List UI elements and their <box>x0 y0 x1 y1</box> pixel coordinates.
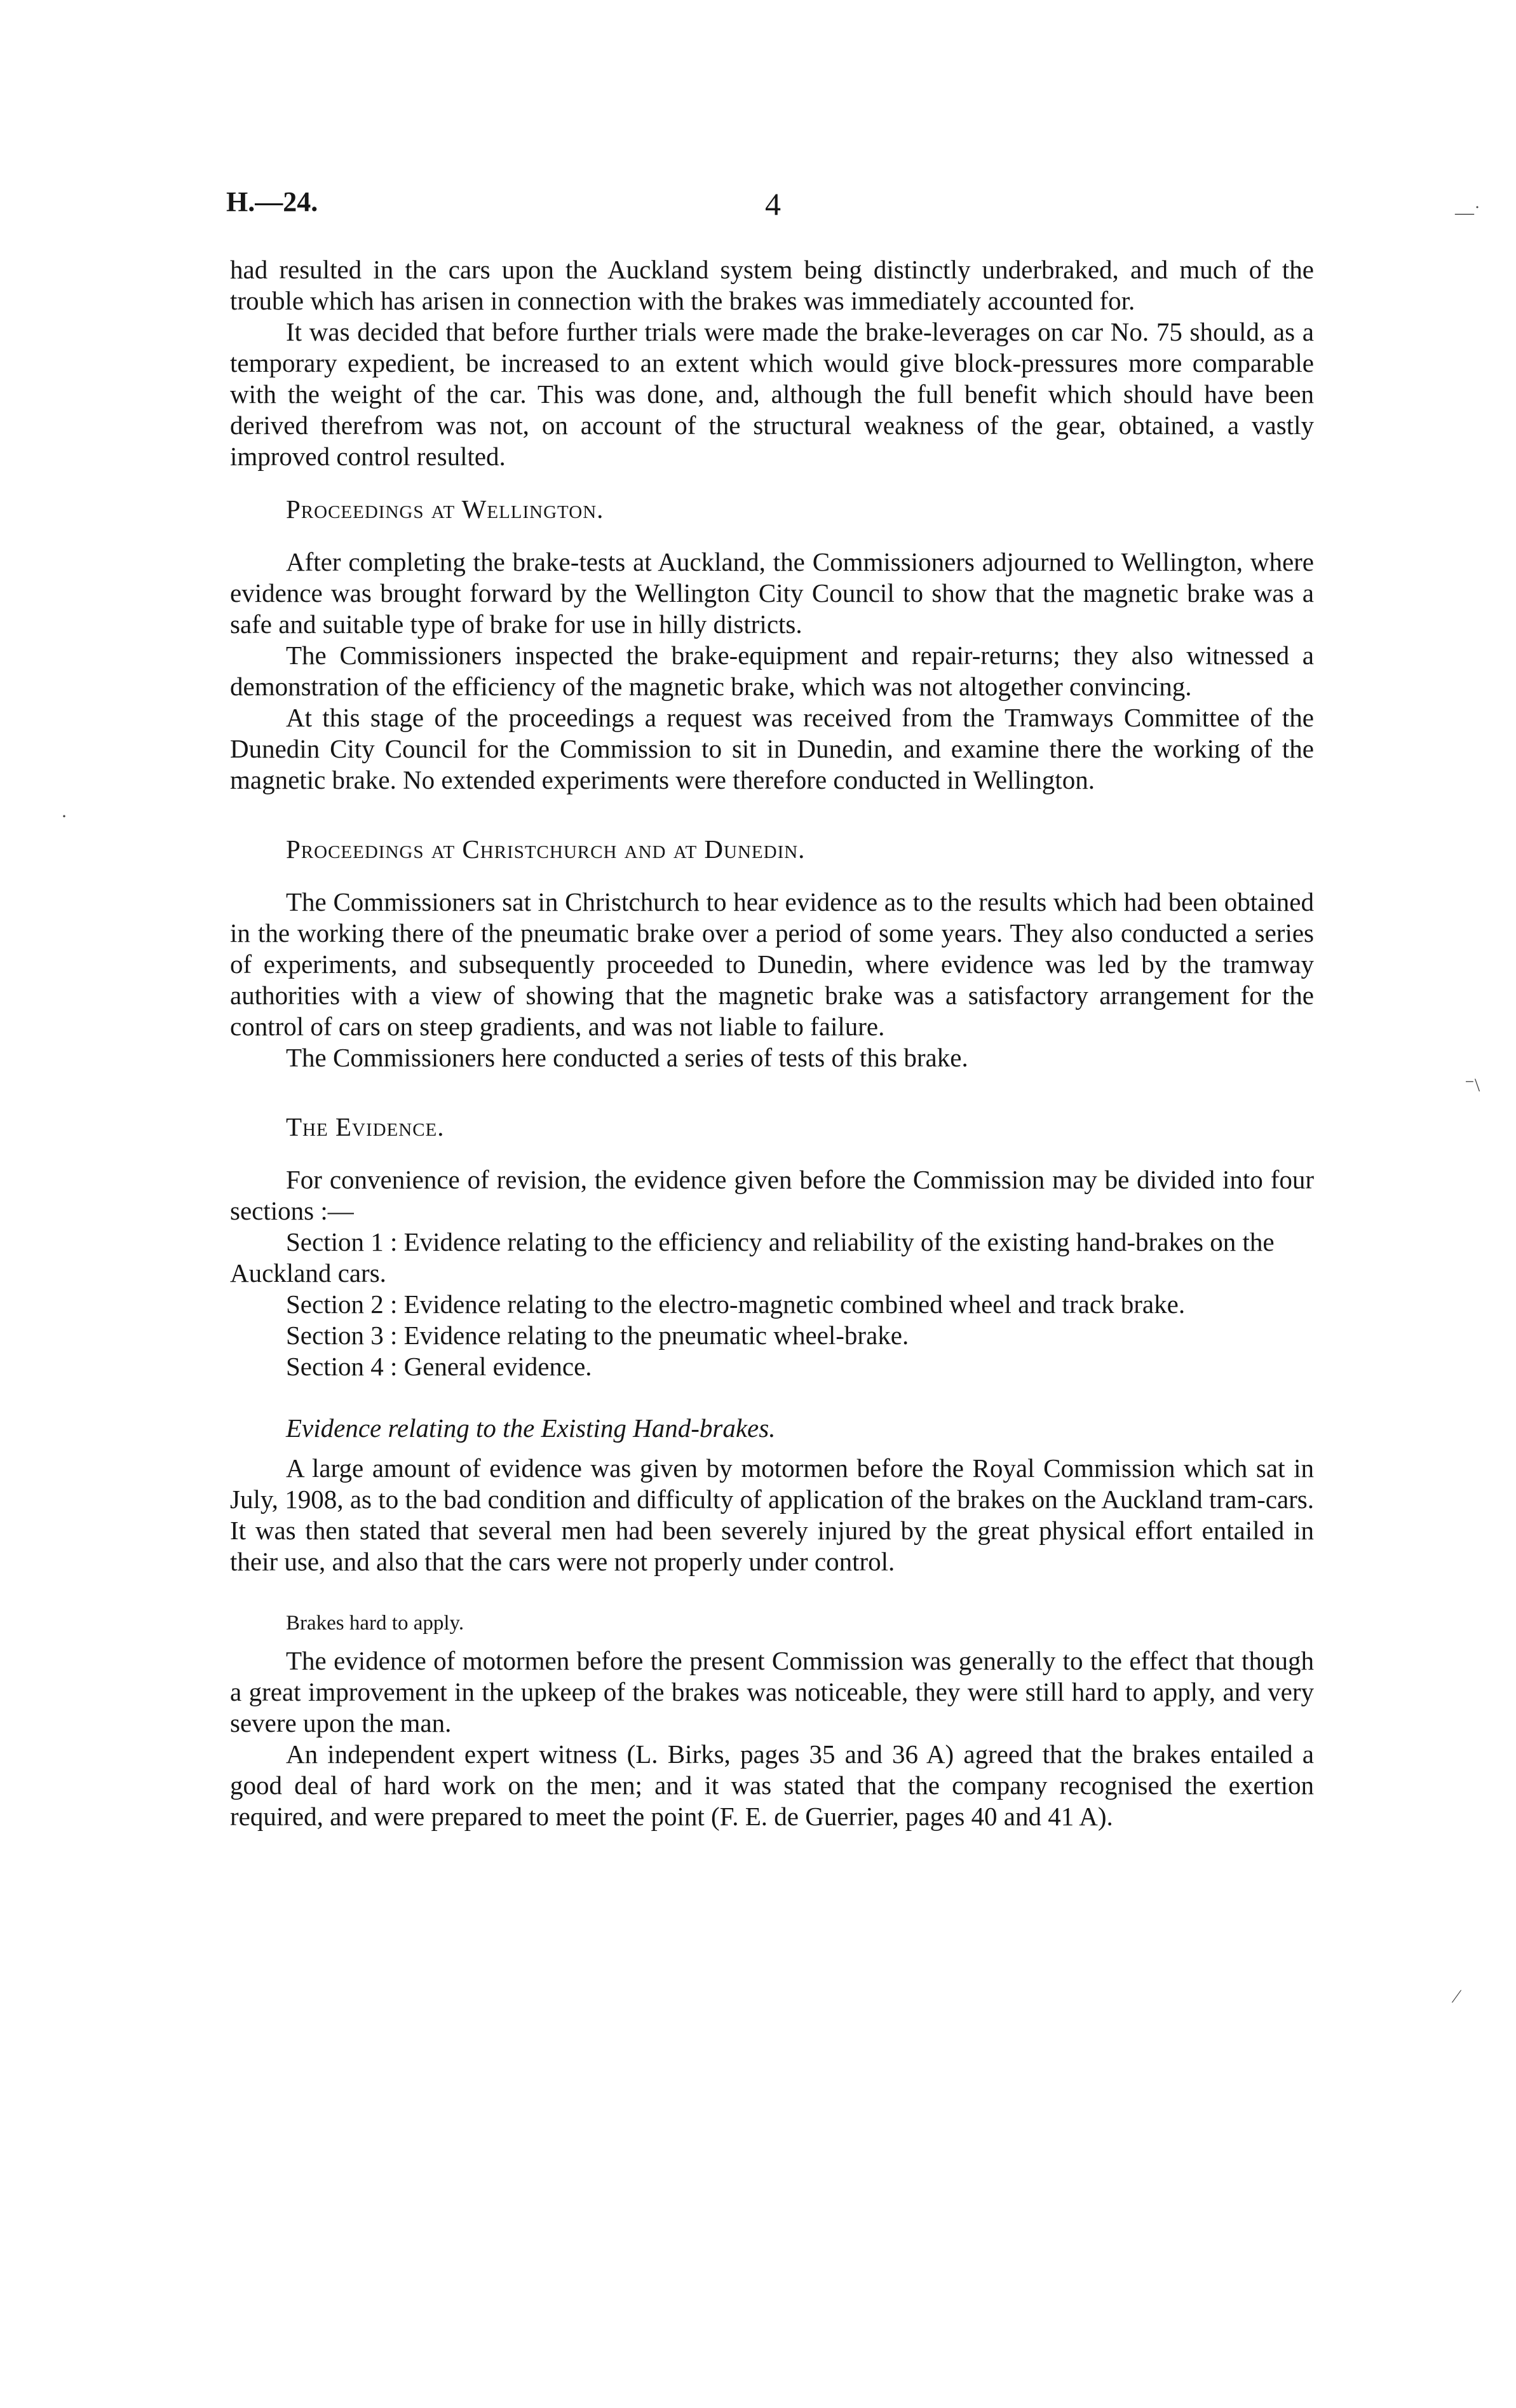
section-heading-wellington: Proceedings at Wellington. <box>286 494 604 524</box>
section-text: Evidence relating to the efficiency and reliability of the existing hand-brakes on the Auckland cars. <box>230 1227 1275 1288</box>
document-reference: H.—24. <box>226 186 318 217</box>
scan-mark: · <box>61 806 67 827</box>
paragraph: It was decided that before further trials were made the brake-leverages on car No. 75 should, as a temporary expedient, be increased to an extent which would give block-pressures more comparable with the weight of the car. This was done, and, although the full benefit which should have been derived therefrom was not, on account of the structural weakness of the gear, obtained, a vastly improved control resulted. <box>230 317 1314 471</box>
evidence-section-item <box>230 1351 1314 1382</box>
paragraph: A large amount of evidence was given by motormen before the Royal Commission which sat in July, 1908, as to the bad condition and difficulty of application of the brakes on the Auckland tram-cars. It was then stated that several men had been severely injured by the great physical effort entailed in their use, and also that the cars were not properly under control. <box>230 1453 1314 1576</box>
evidence-section-item <box>230 1320 1314 1351</box>
evidence-section-item <box>230 1227 1314 1289</box>
paragraph: After completing the brake-tests at Auckland, the Commissioners adjourned to Wellington, where evidence was brought forward by the Wellington City Council to show that the magnetic brake was a safe and suitable type of brake for use in hilly districts. <box>230 547 1314 639</box>
scan-mark: ⁄ <box>1455 1986 1459 2007</box>
section-label: Section 2 : <box>286 1289 398 1319</box>
section-text: General evidence. <box>403 1352 592 1381</box>
side-note: Brakes hard to apply. <box>286 1612 464 1635</box>
paragraph: The Commissioners inspected the brake-equipment and repair-returns; they also witnessed a demonstration of the efficiency of the magnetic brake, which was not altogether convincing. <box>230 641 1314 701</box>
section-label: Section 1 : <box>286 1227 398 1256</box>
paragraph: The Commissioners sat in Christchurch to hear evidence as to the results which had been obtained in the working there of the pneumatic brake over a period of some years. They also conducted a series of experiments, and subsequently proceeded to Dunedin, where evidence was led by the tramway authorities with a view of showing that the magnetic brake was a satisfactory arrangement for the control of cars on steep gradients, and was not liable to failure. <box>230 887 1314 1041</box>
section-label: Section 4 : <box>286 1352 398 1381</box>
paragraph: The evidence of motormen before the present Commission was generally to the effect that though a great improvement in the upkeep of the brakes was noticeable, they were still hard to apply, and very severe upon the man. <box>230 1646 1314 1738</box>
subheading-hand-brakes: Evidence relating to the Existing Hand-brakes. <box>286 1413 776 1443</box>
scan-mark: ⁻\ <box>1465 1075 1480 1096</box>
paragraph: had resulted in the cars upon the Auckland system being distinctly underbraked, and much of the trouble which has arisen in connection with the brakes was immediately accounted for. <box>230 255 1314 315</box>
page-body <box>230 254 1314 1832</box>
section-text: Evidence relating to the electro-magnetic combined wheel and track brake. <box>403 1289 1186 1319</box>
scan-mark: —˙ <box>1455 202 1480 223</box>
section-label: Section 3 : <box>286 1321 398 1350</box>
paragraph: An independent expert witness (L. Birks, pages 35 and 36 A) agreed that the brakes entailed a good deal of hard work on the men; and it was stated that the company recognised the exertion required, and were prepared to meet the point (F. E. de Guerrier, pages 40 and 41 A). <box>230 1739 1314 1831</box>
section-text: Evidence relating to the pneumatic wheel-brake. <box>403 1321 909 1350</box>
paragraph: At this stage of the proceedings a request was received from the Tramways Committee of the Dunedin City Council for the Commission to sit in Dunedin, and examine there the working of the magnetic brake. No extended experiments were therefore conducted in Wellington. <box>230 703 1314 794</box>
paragraph: The Commissioners here conducted a series of tests of this brake. <box>286 1043 968 1072</box>
paragraph: For convenience of revision, the evidence given before the Commission may be divided into four sections :— <box>230 1165 1314 1225</box>
evidence-section-item <box>230 1289 1314 1320</box>
page-header <box>226 186 1316 230</box>
section-heading-evidence: The Evidence. <box>286 1112 445 1141</box>
section-heading-christchurch-dunedin: Proceedings at Christchurch and at Dunedin. <box>286 834 806 864</box>
page-number: 4 <box>765 186 781 222</box>
